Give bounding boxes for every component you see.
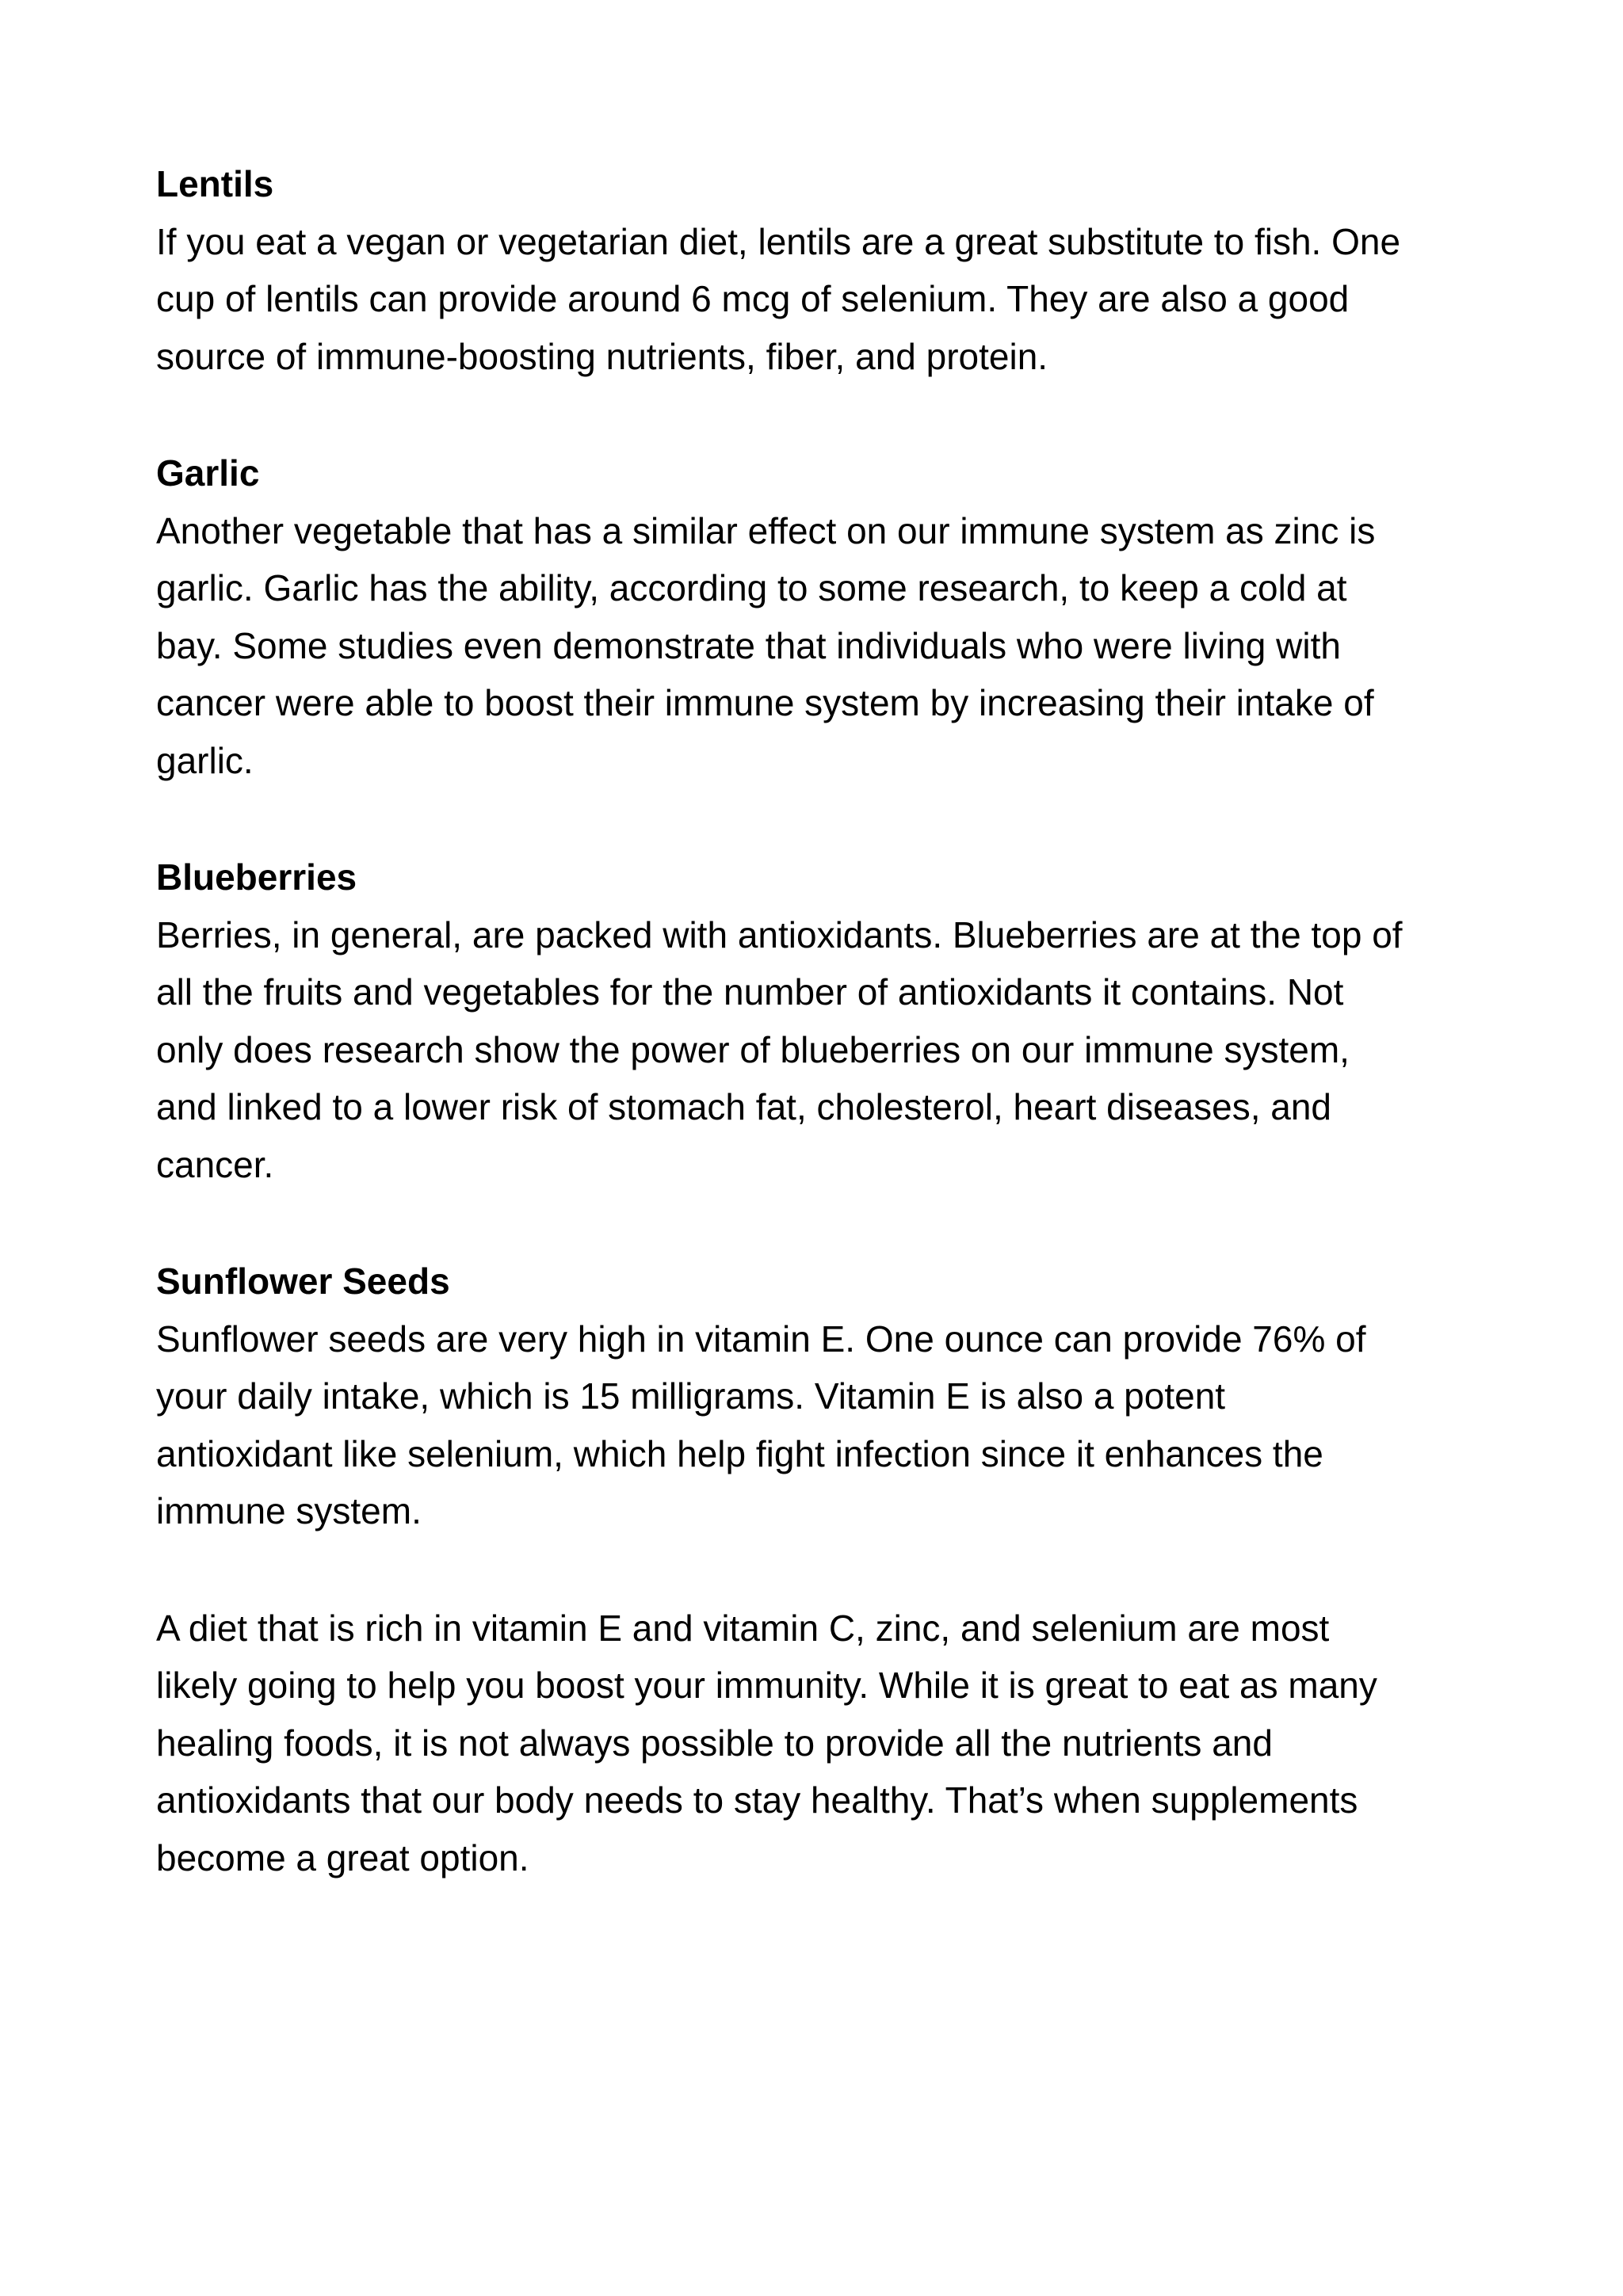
section-heading: Blueberries bbox=[156, 856, 357, 898]
closing-section bbox=[156, 1600, 1487, 1887]
text-line: Another vegetable that has a similar effect on our immune system as zinc is bbox=[156, 509, 1376, 551]
text-line: cancer. bbox=[156, 1143, 274, 1185]
closing-paragraph bbox=[156, 1600, 1487, 1887]
text-line: your daily intake, which is 15 milligrams. Vitamin E is also a potent bbox=[156, 1375, 1226, 1417]
text-line: garlic. Garlic has the ability, according to some research, to keep a cold at bbox=[156, 567, 1347, 608]
text-line: Sunflower seeds are very high in vitamin E. One ounce can provide 76% of bbox=[156, 1318, 1366, 1360]
text-line: antioxidants that our body needs to stay healthy. That’s when supplements bbox=[156, 1779, 1358, 1821]
section-paragraph bbox=[156, 906, 1487, 1194]
text-line: Berries, in general, are packed with antioxidants. Blueberries are at the top of bbox=[156, 913, 1403, 955]
section-heading: Lentils bbox=[156, 163, 274, 204]
text-line: likely going to help you boost your immunity. While it is great to eat as many bbox=[156, 1665, 1377, 1706]
section-garlic bbox=[156, 444, 1487, 789]
section-lentils bbox=[156, 155, 1487, 385]
text-line: cup of lentils can provide around 6 mcg of selenium. They are also a good bbox=[156, 278, 1350, 319]
text-line: cancer were able to boost their immune system by increasing their intake of bbox=[156, 682, 1374, 723]
section-paragraph bbox=[156, 213, 1487, 386]
text-line: garlic. bbox=[156, 739, 254, 781]
text-line: healing foods, it is not always possible to provide all the nutrients and bbox=[156, 1722, 1273, 1764]
section-paragraph bbox=[156, 502, 1487, 790]
text-line: only does research show the power of blueberries on our immune system, bbox=[156, 1028, 1350, 1070]
text-line: source of immune-boosting nutrients, fiber, and protein. bbox=[156, 335, 1048, 377]
text-line: If you eat a vegan or vegetarian diet, lentils are a great substitute to fish. One bbox=[156, 220, 1401, 262]
text-line: become a great option. bbox=[156, 1836, 529, 1878]
section-blueberries bbox=[156, 849, 1487, 1193]
section-paragraph bbox=[156, 1310, 1487, 1540]
section-heading: Sunflower Seeds bbox=[156, 1261, 450, 1302]
text-line: A diet that is rich in vitamin E and vitamin C, zinc, and selenium are most bbox=[156, 1607, 1330, 1649]
text-line: antioxidant like selenium, which help fight infection since it enhances the bbox=[156, 1432, 1323, 1474]
text-line: and linked to a lower risk of stomach fat, cholesterol, heart diseases, and bbox=[156, 1086, 1332, 1127]
document-page bbox=[156, 155, 1487, 1946]
section-sunflower-seeds bbox=[156, 1253, 1487, 1540]
text-line: all the fruits and vegetables for the number of antioxidants it contains. Not bbox=[156, 971, 1344, 1013]
text-line: immune system. bbox=[156, 1490, 422, 1531]
section-heading: Garlic bbox=[156, 452, 260, 494]
text-line: bay. Some studies even demonstrate that individuals who were living with bbox=[156, 624, 1341, 666]
